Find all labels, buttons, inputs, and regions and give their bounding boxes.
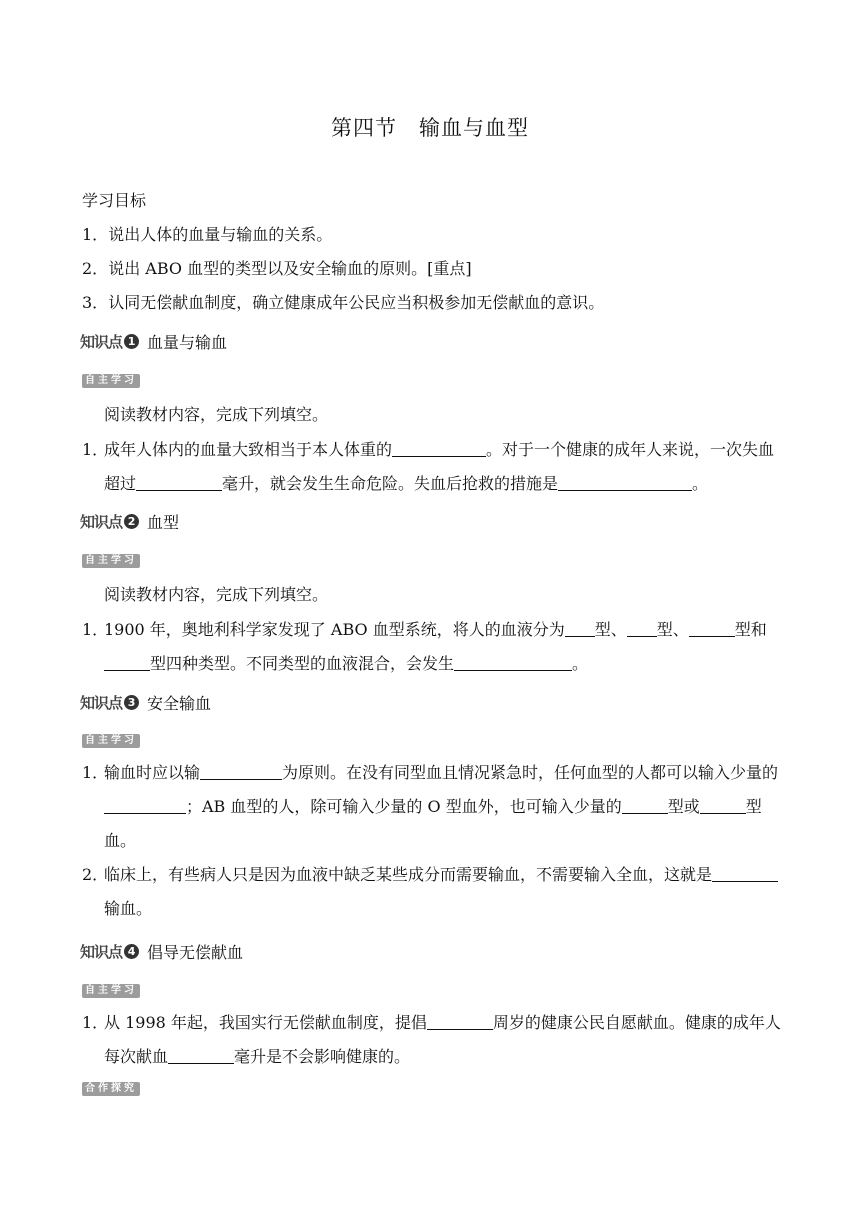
fill-blank[interactable]	[104, 654, 150, 671]
self-study-tag: 自主学习	[82, 984, 140, 998]
knowledge-point-title: 血型	[147, 513, 180, 532]
objectives-header: 学习目标	[82, 191, 147, 210]
knowledge-point-title: 安全输血	[147, 694, 212, 713]
fill-blank[interactable]	[136, 474, 222, 491]
fill-blank[interactable]	[200, 763, 282, 780]
kp3-question-2: 2． 临床上，有些病人只是因为血液中缺乏某些成分而需要输血，不需要输入全血，这就是输血。	[82, 858, 782, 926]
fill-blank[interactable]	[392, 440, 486, 457]
kp1-question-1: 1． 成年人体内的血量大致相当于本人体重的 。对于一个健康的成年人来说，一次失血超过 毫升，就会发生生命危险。失血后抢救的措施是 。	[82, 440, 775, 493]
number-4-icon: 4	[124, 944, 139, 959]
fill-blank[interactable]	[558, 474, 692, 491]
self-study-tag: 自主学习	[82, 554, 140, 568]
kp2-question-1: 1． 1900 年，奥地利科学家发现了 ABO 血型系统，将人的血液分为 型、 型、 型和型四种类型。不同类型的血液混合，会发生 。	[82, 620, 767, 673]
knowledge-point-3-heading	[80, 691, 211, 714]
self-study-tag: 自主学习	[82, 374, 140, 388]
number-2-icon: 2	[124, 514, 139, 529]
kp2-instruction: 阅读教材内容，完成下列填空。	[104, 585, 329, 604]
number-1-icon: 1	[124, 334, 139, 349]
objective-1: 1．说出人体的血量与输血的关系。	[82, 225, 333, 244]
fill-blank[interactable]	[427, 1013, 493, 1030]
kp3-question-1: 1． 输血时应以输 为原则。在没有同型血且情况紧急时，任何血型的人都可以输入少量的；AB 血型的人，除可输入少量的 O 型血外，也可输入少量的 型或 型血。	[82, 763, 779, 850]
fill-blank[interactable]	[565, 620, 595, 637]
page-title: 第四节 输血与血型	[331, 116, 529, 140]
number-3-icon: 3	[124, 695, 139, 710]
knowledge-point-title: 倡导无偿献血	[147, 943, 244, 962]
fill-blank[interactable]	[700, 797, 746, 814]
fill-blank[interactable]	[168, 1047, 234, 1064]
fill-blank[interactable]	[627, 620, 657, 637]
knowledge-point-badge: 知识点 2	[80, 511, 139, 532]
cooperative-inquiry-tag: 合作探究	[82, 1082, 140, 1096]
knowledge-point-1-heading	[80, 330, 227, 353]
knowledge-point-badge: 知识点 4	[80, 941, 139, 962]
fill-blank[interactable]	[454, 654, 572, 671]
knowledge-point-badge: 知识点 3	[80, 692, 139, 713]
objective-2: 2．说出 ABO 血型的类型以及安全输血的原则。[重点]	[82, 259, 472, 278]
knowledge-point-title: 血量与输血	[147, 333, 228, 352]
objective-3: 3．认同无偿献血制度，确立健康成年公民应当积极参加无偿献血的意识。	[82, 293, 605, 312]
fill-blank[interactable]	[712, 865, 778, 882]
self-study-tag: 自主学习	[82, 734, 140, 748]
fill-blank[interactable]	[104, 797, 186, 814]
knowledge-point-badge: 知识点 1	[80, 331, 139, 352]
fill-blank[interactable]	[689, 620, 735, 637]
fill-blank[interactable]	[622, 797, 668, 814]
knowledge-point-2-heading	[80, 510, 179, 533]
knowledge-point-4-heading	[80, 940, 243, 963]
kp1-instruction: 阅读教材内容，完成下列填空。	[104, 405, 329, 424]
kp4-question-1: 1． 从 1998 年起，我国实行无偿献血制度，提倡 周岁的健康公民自愿献血。健康的成年人每次献血 毫升是不会影响健康的。	[82, 1013, 781, 1066]
